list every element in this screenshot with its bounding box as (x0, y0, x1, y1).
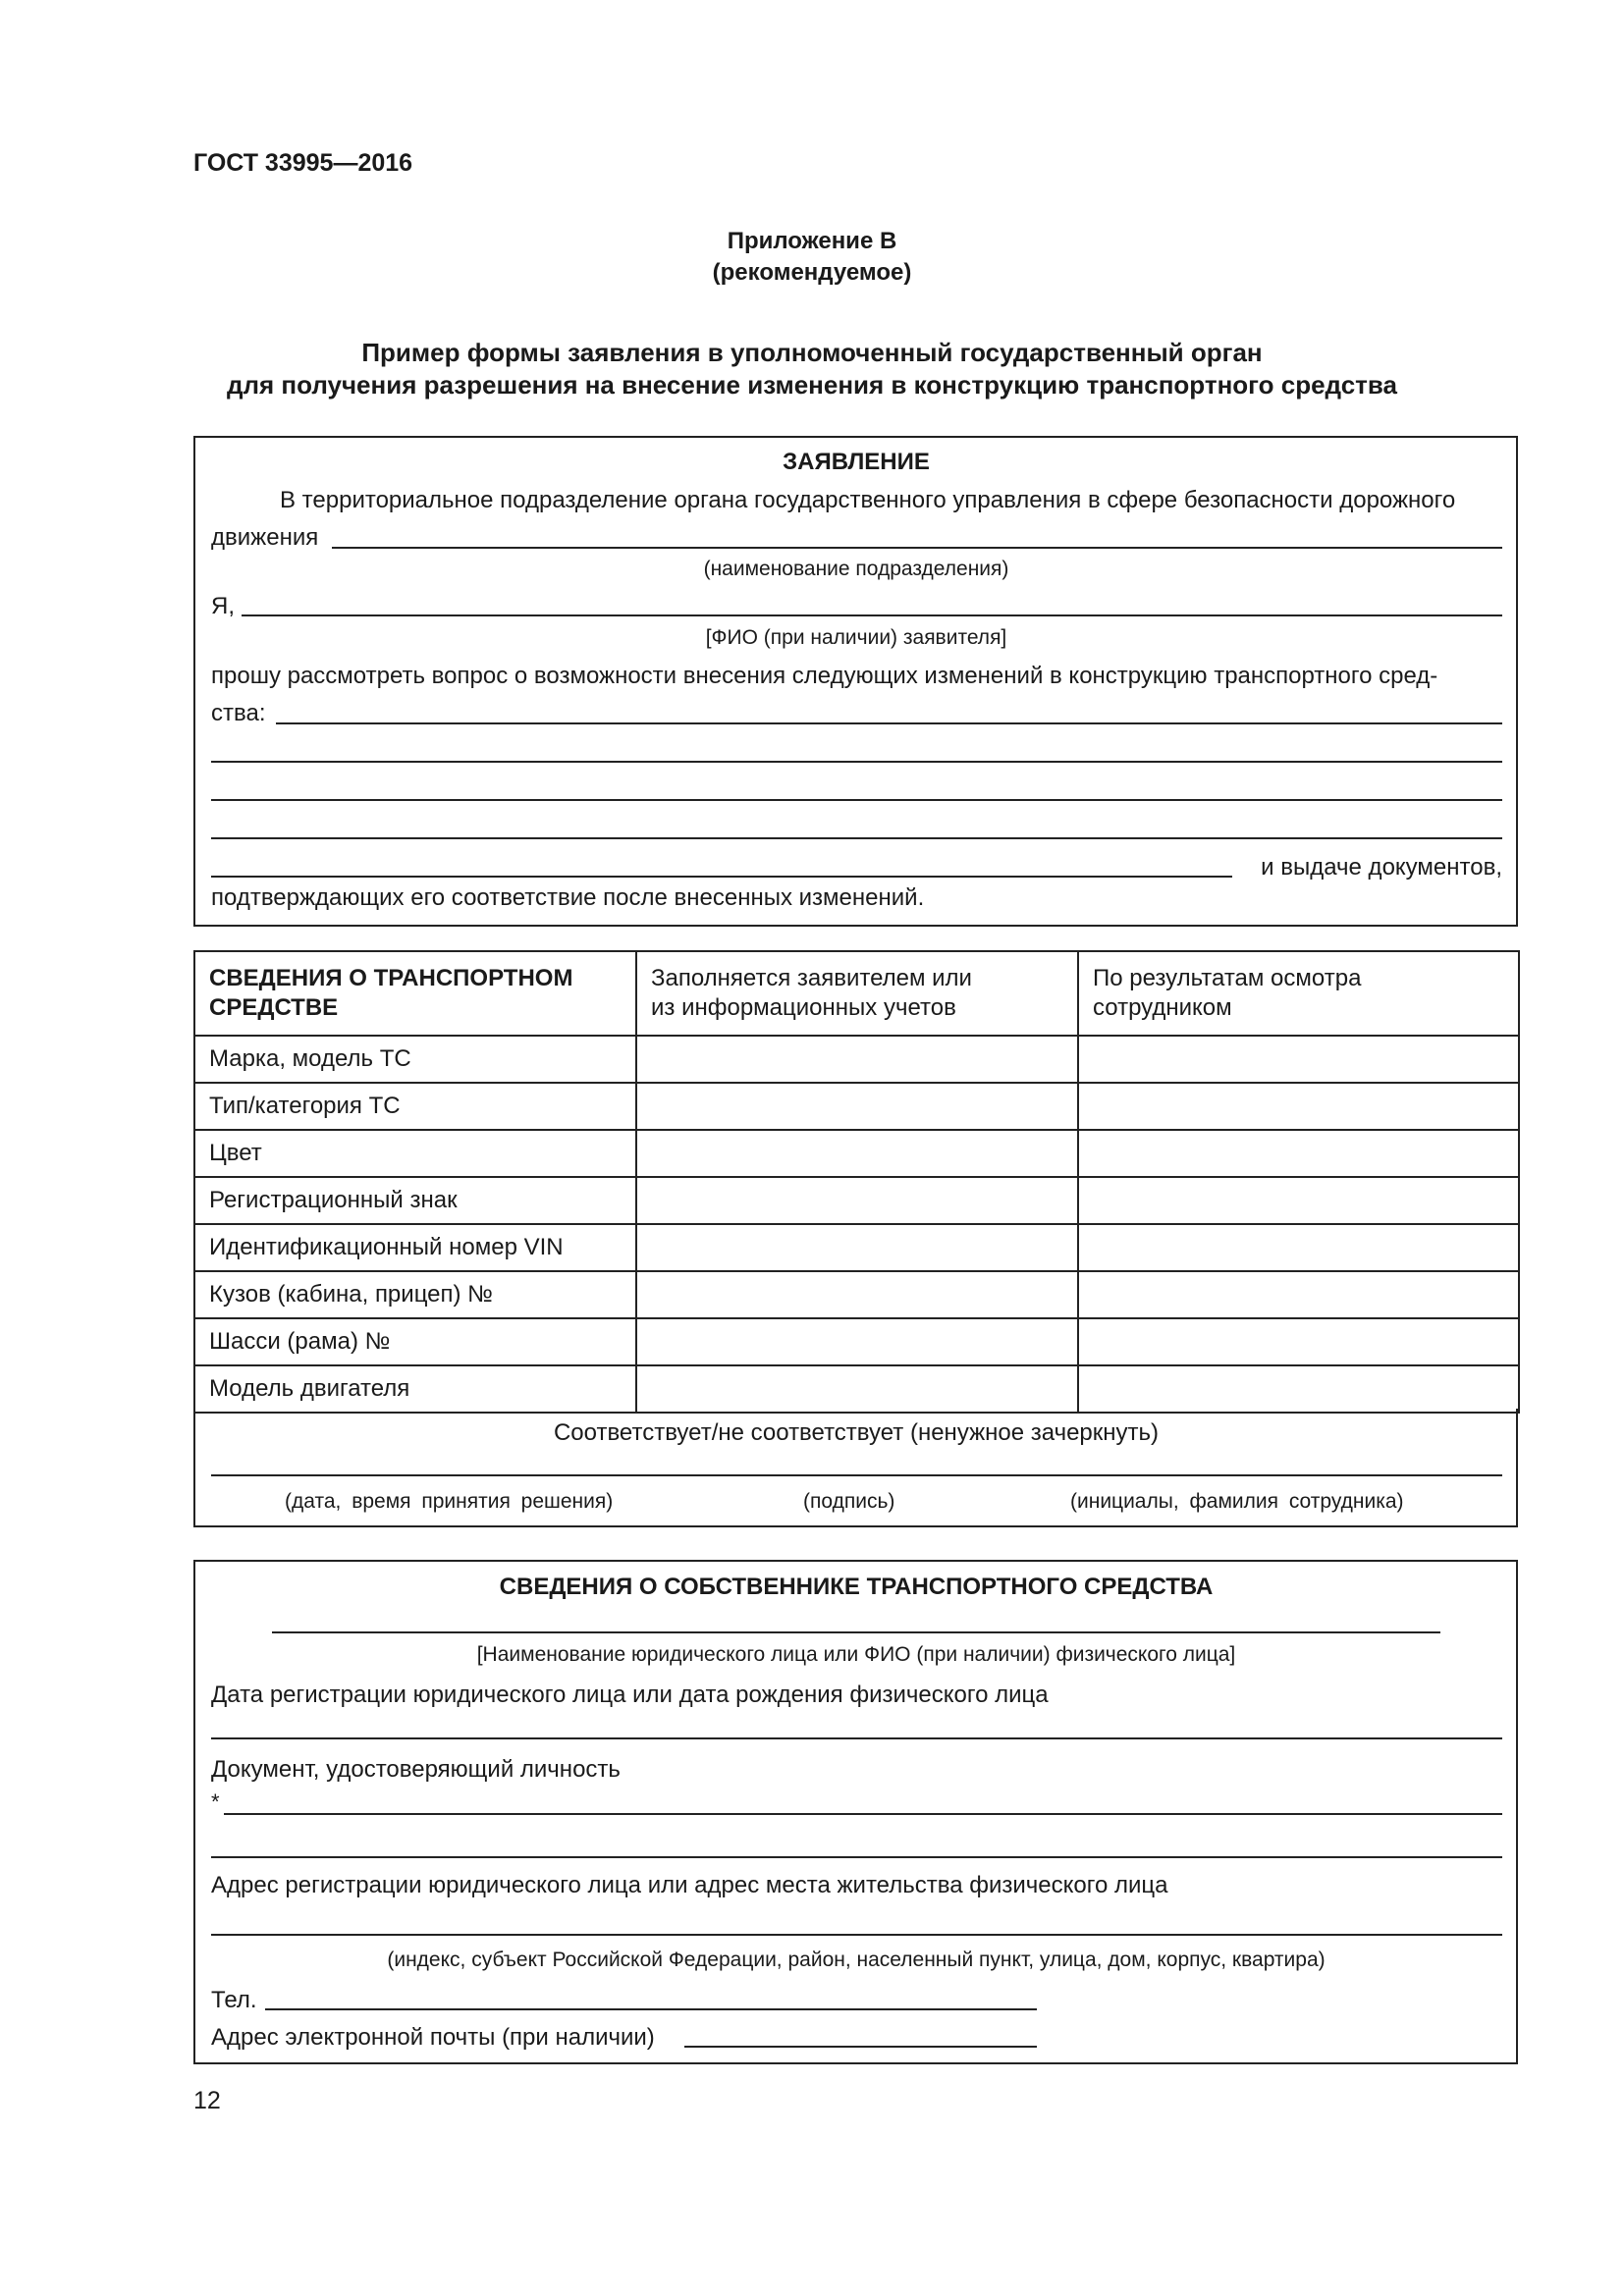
applicant-cell-body-number[interactable] (636, 1271, 1078, 1318)
column-header-inspection-line2: сотрудником (1093, 994, 1232, 1021)
vehicle-info-table (193, 950, 1520, 1414)
inspection-cell-type-category[interactable] (1078, 1083, 1519, 1130)
applicant-cell-engine-model[interactable] (636, 1365, 1078, 1413)
column-header-applicant-line2: из информационных учетов (651, 994, 956, 1021)
applicant-name-field[interactable] (242, 614, 1502, 616)
inspection-cell-engine-model[interactable] (1078, 1365, 1519, 1413)
decision-signature-field[interactable] (211, 1474, 1502, 1476)
identity-doc-field-2[interactable] (211, 1856, 1502, 1858)
email-label: Адрес электронной почты (при наличии) (211, 2024, 655, 2051)
table-row (194, 1224, 1519, 1271)
vehicle-table-header (194, 951, 1519, 1036)
conformity-text: Соответствует/не соответствует (ненужное зачеркнуть) (553, 1419, 1160, 1446)
row-label-color: Цвет (194, 1130, 636, 1177)
form-title-line1: Пример формы заявления в уполномоченный государственный орган (361, 338, 1263, 367)
asterisk-mark: * (211, 1789, 220, 1814)
table-row (194, 1365, 1519, 1413)
applicant-cell-chassis-number[interactable] (636, 1318, 1078, 1365)
request-text: прошу рассмотреть вопрос о возможности внесения следующих изменений в конструкцию транспортного сред- (211, 663, 1438, 689)
row-label-make-model: Марка, модель ТС (194, 1036, 636, 1083)
row-label-chassis-number: Шасси (рама) № (194, 1318, 636, 1365)
changes-field-5[interactable] (211, 876, 1232, 878)
inspection-cell-make-model[interactable] (1078, 1036, 1519, 1083)
phone-field[interactable] (265, 2008, 1037, 2010)
officer-caption: (инициалы, фамилия сотрудника) (1070, 1490, 1404, 1513)
row-label-registration-plate: Регистрационный знак (194, 1177, 636, 1224)
owner-heading: СВЕДЕНИЯ О СОБСТВЕННИКЕ ТРАНСПОРТНОГО СРЕДСТВА (499, 1574, 1214, 1600)
address-field[interactable] (211, 1934, 1502, 1936)
column-header-inspection (1078, 951, 1519, 1036)
inspection-cell-registration-plate[interactable] (1078, 1177, 1519, 1224)
changes-field-3[interactable] (211, 799, 1502, 801)
i-label: Я, (211, 593, 235, 619)
applicant-cell-type-category[interactable] (636, 1083, 1078, 1130)
phone-label: Тел. (211, 1987, 257, 2013)
appendix-status: (рекомендуемое) (712, 259, 912, 286)
identity-doc-field-1[interactable] (224, 1813, 1502, 1815)
movement-label: движения (211, 524, 319, 551)
row-label-vin: Идентификационный номер VIN (194, 1224, 636, 1271)
table-row (194, 1271, 1519, 1318)
confirm-text: подтверждающих его соответствие после внесенных изменений. (211, 884, 925, 911)
inspection-cell-body-number[interactable] (1078, 1271, 1519, 1318)
row-label-engine-model: Модель двигателя (194, 1365, 636, 1413)
appendix-title: Приложение В (727, 228, 897, 254)
document-code: ГОСТ 33995—2016 (193, 149, 413, 177)
table-row (194, 1318, 1519, 1365)
registration-date-label: Дата регистрации юридического лица или дата рождения физического лица (211, 1682, 1049, 1708)
unit-name-field[interactable] (332, 547, 1502, 549)
column-header-vehicle-line1: СВЕДЕНИЯ О ТРАНСПОРТНОМ (209, 965, 573, 991)
issuance-text: и выдаче документов, (1261, 854, 1502, 881)
changes-field-4[interactable] (211, 837, 1502, 839)
owner-name-field[interactable] (272, 1631, 1440, 1633)
column-header-inspection-line1: По результатам осмотра (1093, 965, 1362, 991)
inspection-cell-color[interactable] (1078, 1130, 1519, 1177)
address-label: Адрес регистрации юридического лица или адрес места жительства физического лица (211, 1872, 1168, 1898)
changes-field-1[interactable] (276, 722, 1502, 724)
table-row (194, 1083, 1519, 1130)
form-title-line2: для получения разрешения на внесение изменения в конструкцию транспортного средства (226, 370, 1398, 400)
unit-name-caption: (наименование подразделения) (703, 558, 1009, 580)
inspection-cell-vin[interactable] (1078, 1224, 1519, 1271)
registration-date-field[interactable] (211, 1737, 1502, 1739)
column-header-applicant (636, 951, 1078, 1036)
signature-caption: (подпись) (803, 1490, 895, 1513)
column-header-applicant-line1: Заполняется заявителем или (651, 965, 972, 991)
applicant-cell-make-model[interactable] (636, 1036, 1078, 1083)
column-header-vehicle (194, 951, 636, 1036)
owner-box (193, 1560, 1518, 2064)
email-field[interactable] (684, 2046, 1037, 2048)
fio-caption: [ФИО (при наличии) заявителя] (705, 626, 1007, 649)
application-intro: В территориальное подразделение органа государственного управления в сфере безопасности дорожного (280, 487, 1456, 513)
owner-name-caption: [Наименование юридического лица или ФИО (при наличии) физического лица] (476, 1643, 1236, 1666)
row-label-type-category: Тип/категория ТС (194, 1083, 636, 1130)
applicant-cell-color[interactable] (636, 1130, 1078, 1177)
identity-doc-label: Документ, удостоверяющий личность (211, 1756, 621, 1783)
row-label-body-number: Кузов (кабина, прицеп) № (194, 1271, 636, 1318)
table-row (194, 1177, 1519, 1224)
page-number: 12 (193, 2087, 221, 2114)
request-cont: ства: (211, 700, 266, 726)
application-heading: ЗАЯВЛЕНИЕ (783, 449, 930, 475)
table-row (194, 1036, 1519, 1083)
applicant-cell-registration-plate[interactable] (636, 1177, 1078, 1224)
table-row (194, 1130, 1519, 1177)
applicant-cell-vin[interactable] (636, 1224, 1078, 1271)
inspection-cell-chassis-number[interactable] (1078, 1318, 1519, 1365)
changes-field-2[interactable] (211, 761, 1502, 763)
column-header-vehicle-line2: СРЕДСТВЕ (209, 994, 339, 1021)
date-caption: (дата, время принятия решения) (285, 1490, 614, 1513)
address-caption: (индекс, субъект Российской Федерации, район, населенный пункт, улица, дом, корпус, квартира) (387, 1949, 1326, 1971)
